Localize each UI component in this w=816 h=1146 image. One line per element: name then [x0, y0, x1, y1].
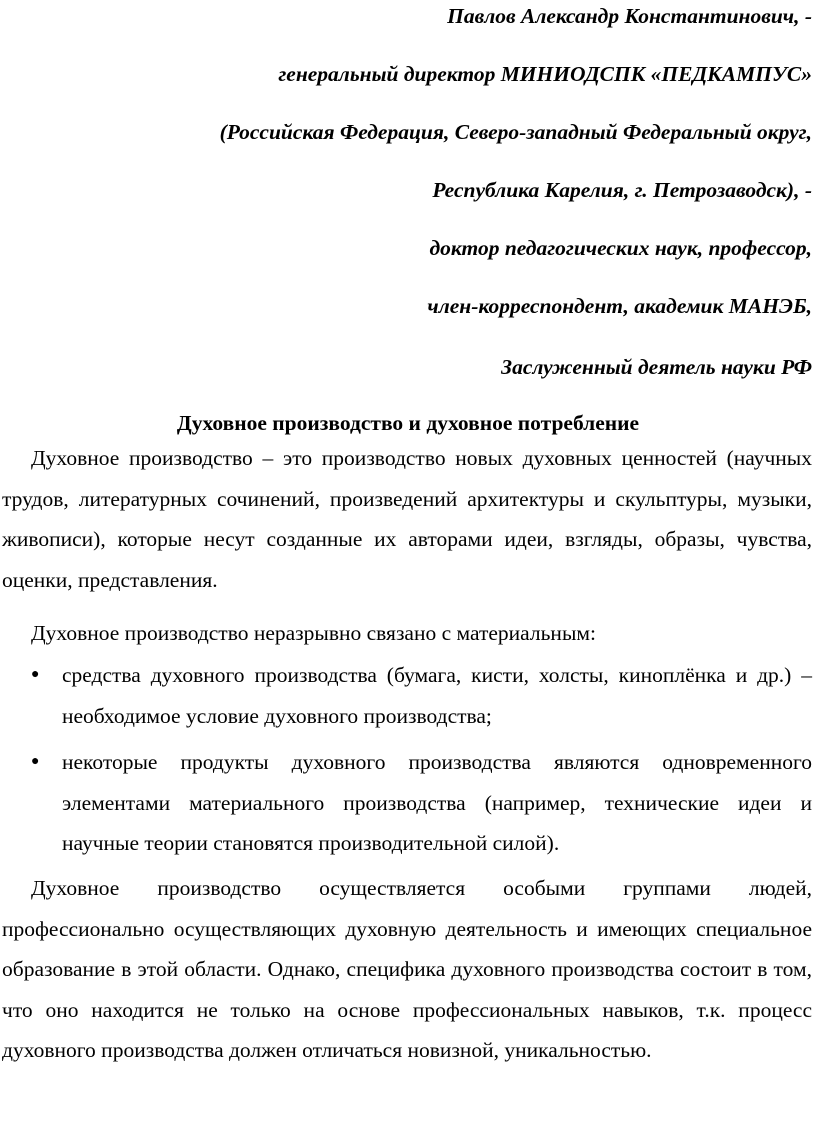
author-location-line-2: Республика Карелия, г. Петрозаводск), -: [432, 178, 812, 202]
bullet-icon: ●: [31, 754, 40, 769]
bullet-icon: ●: [31, 667, 40, 682]
author-membership-line: член-корреспондент, академик МАНЭБ,: [427, 294, 812, 318]
paragraph-connection: Духовное производство неразрывно связано с материальным:: [31, 621, 596, 645]
article-title: Духовное производство и духовное потребление: [176, 411, 640, 435]
author-location-line-1: (Российская Федерация, Северо-западный Федеральный округ,: [219, 120, 812, 144]
list-item-text: некоторые продукты духовного производства являются одновременного элементами материального производства (например, технические идеи и научные теории становятся производительной силой).: [62, 750, 812, 855]
paragraph-specifics: Духовное производство осуществляется особыми группами людей, профессионально осуществляющих духовную деятельность и имеющих специальное образование в этой области. Однако, специфика духовного производства состоит в том, что оно находится не только на основе профессиональных навыков, т.к. процесс духовного производства должен отличаться новизной, уникальностью.: [2, 876, 812, 1062]
author-degree-line: доктор педагогических наук, профессор,: [429, 236, 812, 260]
paragraph-definition: Духовное производство – это производство новых духовных ценностей (научных трудов, литературных сочинений, произведений архитектуры и скульптуры, музыки, живописи), которые несут созданные их авторами идеи, взгляды, образы, чувства, оценки, представления.: [2, 446, 812, 592]
author-position-line: генеральный директор МИНИОДСПК «ПЕДКАМПУС»: [278, 62, 812, 86]
author-name-line: Павлов Александр Константинович, -: [447, 4, 812, 28]
list-item-text: средства духовного производства (бумага, кисти, холсты, киноплёнка и др.) – необходимое условие духовного производства;: [62, 663, 812, 728]
author-honor-line: Заслуженный деятель науки РФ: [501, 355, 812, 379]
